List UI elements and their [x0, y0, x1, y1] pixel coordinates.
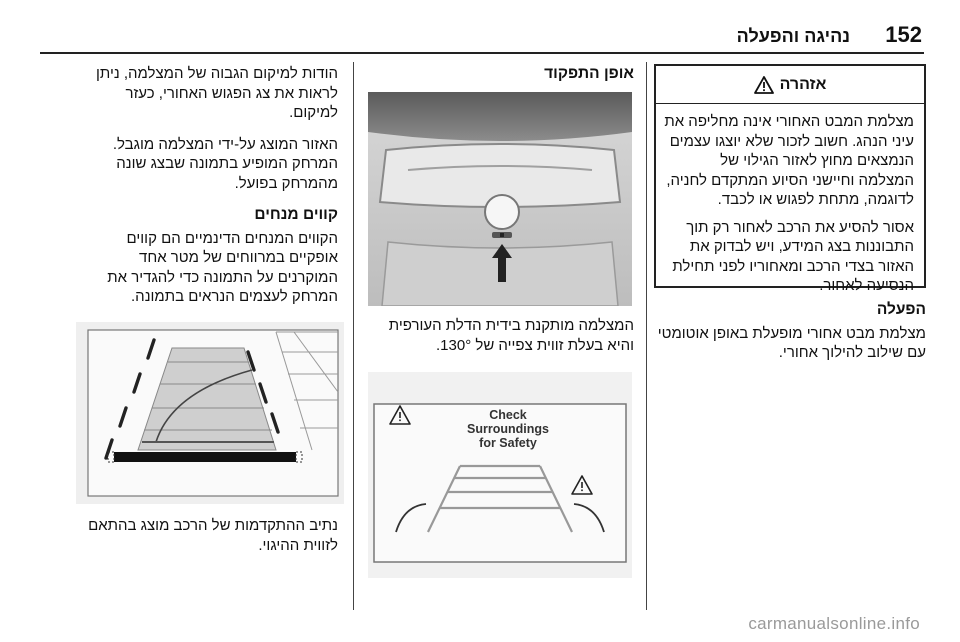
warning-title: אזהרה [779, 75, 827, 93]
warning-header [656, 66, 924, 104]
warning-paragraph-1: מצלמת המבט האחורי אינה מחליפה את עיני הנהג. חשוב לזכור שלא יוצגו עצמים הנמצאים מחוץ לאזור הגילוי של המצלמה וחיישני הסיוע המתקדם לחניה, לדוגמה, מתחת לפגוש או לכבד. [664, 113, 914, 208]
activation-heading: הפעלה [876, 301, 926, 318]
tailgate-photo [368, 92, 632, 306]
running-head: נהיגה והפעלה [736, 26, 850, 46]
screen-message-line-1: Check Surroundings [467, 408, 549, 436]
warning-body [656, 104, 924, 296]
column-divider-right [646, 62, 647, 610]
function-heading: אופן התפקוד [544, 65, 634, 82]
function-section [362, 64, 634, 88]
screen-message [448, 408, 568, 450]
guideline-diagram [76, 322, 344, 504]
page-number: 152 [885, 22, 922, 47]
activation-section [654, 300, 926, 375]
paragraph-area-limited: האזור המוצג על-ידי המצלמה מוגבל. המרחק המופיע בתמונה שבצג שונה מהמרחק בפועל. [112, 135, 338, 192]
guidelines-heading: קווים מנחים [254, 206, 338, 223]
warning-triangle-icon [754, 76, 774, 94]
diagram-caption [80, 516, 338, 567]
warning-paragraph-2: אסור להסיע את הרכב לאחור רק תוך התבוננות בצג המידע, ויש לבדוק את האזור בצדי הרכב ומאחוריו לפני תחילת הנסיעה לאחור. [672, 218, 914, 294]
watermark: carmanualsonline.info [748, 614, 920, 633]
paragraph-guidelines: הקווים המנחים הדינמיים הם קווים אופקיים במרווחים של מטר אחד המוקרנים על התמונה כדי להגדיר את המרחק לעצמים הנראים בתמונה. [107, 229, 338, 305]
column-divider-left [353, 62, 354, 610]
screen-message-line-2: for Safety [479, 436, 537, 450]
steering-caption: נתיב ההתקדמות של הרכב מוצג בהתאם לזווית ההיגוי. [88, 517, 338, 554]
paragraph-camera-position: הודות למיקום הגבוה של המצלמה, ניתן לראות את צג הפגוש האחורי, כעזר למיקום. [95, 65, 338, 121]
warning-box [654, 64, 926, 294]
activation-text: מצלמת מבט אחורי מופעלת באופן אוטומטי עם שילוב להילוך אחורי. [657, 324, 926, 361]
display-screen-illustration [368, 372, 632, 578]
header-rule [40, 52, 924, 54]
left-column-text [80, 64, 338, 319]
camera-caption: המצלמה מותקנת בידית הדלת העורפית והיא בעלת זווית צפייה של 130°. [388, 317, 634, 354]
function-caption [362, 316, 634, 367]
